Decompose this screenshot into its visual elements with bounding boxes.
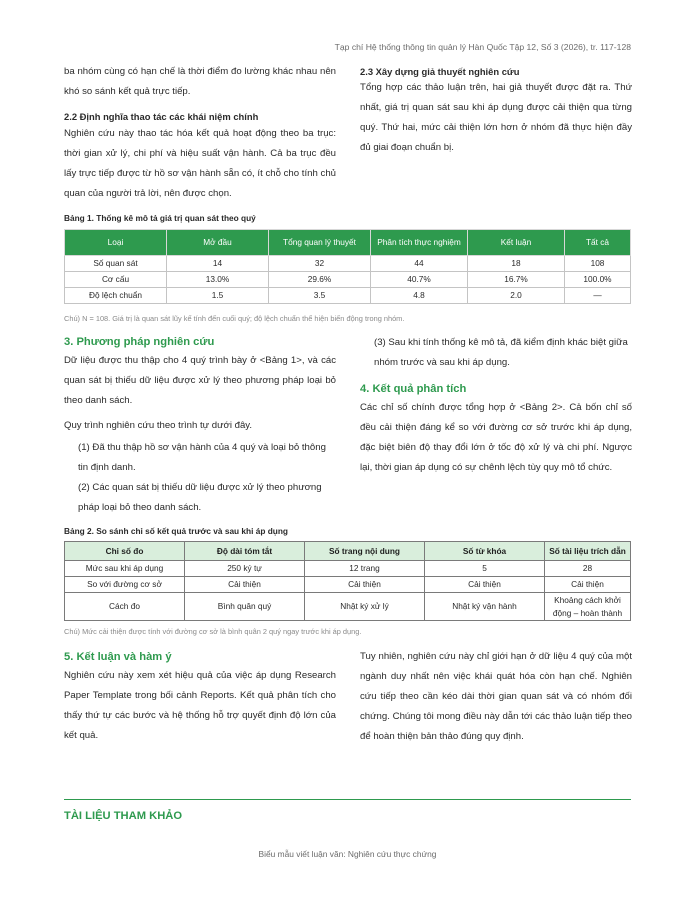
table-row — [65, 256, 631, 272]
table2 — [64, 541, 631, 621]
table-cell: Độ lệch chuẩn — [65, 288, 167, 304]
table-cell: 100.0% — [565, 272, 631, 288]
paragraph-operational-definition: Nghiên cứu này thao tác hóa kết quả hoạt động theo ba trục: thời gian xử lý, chi phí và hiệu suất vận hành. Cả ba trục đều lấy trực tiếp được từ hồ sơ vận hành sẵn có, ít chỗ cho tính chủ quan của người trả lời, nên được chọn. — [64, 128, 336, 199]
list-item: (2) Các quan sát bị thiếu dữ liệu được xử lý theo phương pháp loại bỏ theo danh sách. — [78, 482, 322, 513]
right-column-middle — [360, 333, 632, 478]
table-cell: Cách đo — [65, 593, 185, 621]
table-cell: 18 — [468, 256, 565, 272]
table-cell: 108 — [565, 256, 631, 272]
table-cell: 28 — [545, 561, 631, 577]
paragraph-results: Các chỉ số chính được tổng hợp ở <Bảng 2>. Cả bốn chỉ số đều cải thiện đáng kể so với đường cơ sở trước khi áp dụng, đặc biệt biên độ thay đổi lớn ở tốc độ xử lý và chi phí. Ngược lại, thời gian áp dụng có sự chênh lệch tùy quy mô tổ chức. — [360, 402, 632, 473]
paragraph-procedure-intro: Quy trình nghiên cứu theo trình tự dưới đây. — [64, 420, 253, 431]
table2-note: Chú) Mức cải thiện được tính với đường cơ sở là bình quân 2 quý ngay trước khi áp dụng. — [64, 627, 362, 636]
table-cell: 44 — [371, 256, 468, 272]
table-cell: 16.7% — [468, 272, 565, 288]
table-cell: Mức sau khi áp dụng — [65, 561, 185, 577]
table-cell: So với đường cơ sở — [65, 577, 185, 593]
right-column-top — [360, 62, 632, 158]
table-cell: Cải thiện — [305, 577, 425, 593]
table-cell: Khoảng cách khởi động – hoàn thành — [545, 593, 631, 621]
left-column-top — [64, 62, 336, 204]
table-cell: 32 — [269, 256, 371, 272]
section-heading-5: 5. Kết luận và hàm ý — [64, 651, 172, 663]
table-cell: Cải thiện — [425, 577, 545, 593]
subsection-heading-2-3: 2.3 Xây dựng giả thuyết nghiên cứu — [360, 66, 520, 77]
table-cell: Số quan sát — [65, 256, 167, 272]
table1-note: Chú) N = 108. Giá trị là quan sát lũy kế tính đến cuối quý; độ lệch chuẩn thể hiện biến động trong nhóm. — [64, 314, 405, 323]
table-row — [65, 561, 631, 577]
table-cell: — — [565, 288, 631, 304]
table-row — [65, 577, 631, 593]
right-column-bottom — [360, 647, 632, 747]
table-cell: 29.6% — [269, 272, 371, 288]
table2-header-cell: Số từ khóa — [425, 542, 545, 561]
table-cell: 250 ký tự — [185, 561, 305, 577]
table1-header-cell: Kết luận — [468, 230, 565, 256]
paragraph-limitations: Tuy nhiên, nghiên cứu này chỉ giới hạn ở dữ liệu 4 quý của một ngành duy nhất nên việc khái quát hóa còn hạn chế. Nghiên cứu tiếp theo cần kéo dài thời gian quan sát và có nhóm đối chứng. Chúng tôi mong điều này dẫn tới các thảo luận tiếp theo để hoàn thiện bản thảo đúng quy định. — [360, 651, 632, 742]
left-column-bottom — [64, 651, 336, 746]
table1-header-cell: Tất cả — [565, 230, 631, 256]
table-cell: 4.8 — [371, 288, 468, 304]
table-cell: 12 trang — [305, 561, 425, 577]
paragraph-conclusion: Nghiên cứu này xem xét hiệu quả của việc áp dụng Research Paper Template trong bối cảnh Reports. Kết quả phân tích cho thấy thứ tự các bước và hệ thống hỗ trợ quyết định độ lớn của kết quả. — [64, 670, 336, 741]
references-heading: TÀI LIỆU THAM KHẢO — [64, 810, 183, 822]
table-cell: 13.0% — [167, 272, 269, 288]
table2-caption: Bảng 2. So sánh chỉ số kết quả trước và sau khi áp dụng — [64, 526, 288, 536]
list-item: (3) Sau khi tính thống kê mô tả, đã kiểm định khác biệt giữa nhóm trước và sau khi áp dụng. — [374, 337, 628, 368]
list-item: (1) Đã thu thập hồ sơ vận hành của 4 quý và loại bỏ thông tin định danh. — [78, 442, 326, 473]
table1 — [64, 229, 631, 304]
section-heading-4: 4. Kết quả phân tích — [360, 383, 467, 395]
subsection-heading-2-2: 2.2 Định nghĩa thao tác các khái niệm chính — [64, 111, 259, 122]
table-row — [65, 272, 631, 288]
table-cell: 5 — [425, 561, 545, 577]
table-cell: 14 — [167, 256, 269, 272]
table1-header-cell: Loại — [65, 230, 167, 256]
table-cell: Nhật ký xử lý — [305, 593, 425, 621]
paragraph-hypotheses: Tổng hợp các thảo luận trên, hai giả thuyết được đặt ra. Thứ nhất, giá trị quan sát sau khi áp dụng được cải thiện qua từng quý. Thứ hai, mức cải thiện lớn hơn ở nhóm đã thực hiện đầy đủ giai đoạn chuẩn bị. — [360, 82, 632, 153]
table-cell: Cải thiện — [545, 577, 631, 593]
paragraph-continued: ba nhóm cùng có hạn chế là thời điểm đo lường khác nhau nên khó so sánh kết quả trực tiếp. — [64, 66, 336, 97]
table2-header-cell: Chỉ số đo — [65, 542, 185, 561]
table1-header-cell: Mở đầu — [167, 230, 269, 256]
table2-header-cell: Số tài liệu trích dẫn — [545, 542, 631, 561]
table2-header-row — [65, 542, 631, 561]
table-cell: 1.5 — [167, 288, 269, 304]
left-column-middle — [64, 336, 336, 518]
table-row — [65, 288, 631, 304]
table-cell: Nhật ký vận hành — [425, 593, 545, 621]
table-cell: Cơ cấu — [65, 272, 167, 288]
table2-header-cell: Số trang nội dung — [305, 542, 425, 561]
references-divider — [64, 799, 631, 800]
table-cell: 40.7% — [371, 272, 468, 288]
table1-caption: Bảng 1. Thống kê mô tả giá trị quan sát theo quý — [64, 213, 256, 223]
table-cell: 3.5 — [269, 288, 371, 304]
table-row — [65, 593, 631, 621]
table1-header-cell: Tổng quan lý thuyết — [269, 230, 371, 256]
table1-header-cell: Phân tích thực nghiệm — [371, 230, 468, 256]
table2-header-cell: Độ dài tóm tắt — [185, 542, 305, 561]
paragraph-data-collection: Dữ liệu được thu thập cho 4 quý trình bày ở <Bảng 1>, và các quan sát bị thiếu dữ liệu được xử lý theo phương pháp loại bỏ theo danh sách. — [64, 355, 336, 406]
table1-header-row — [65, 230, 631, 256]
table-cell: Cải thiện — [185, 577, 305, 593]
page-footer: Biểu mẫu viết luận văn: Nghiên cứu thực chứng — [258, 849, 437, 859]
running-head: Tạp chí Hệ thống thông tin quản lý Hàn Quốc Tập 12, Số 3 (2026), tr. 117-128 — [334, 42, 631, 52]
table-cell: 2.0 — [468, 288, 565, 304]
section-heading-3: 3. Phương pháp nghiên cứu — [64, 336, 215, 348]
table-cell: Bình quân quý — [185, 593, 305, 621]
